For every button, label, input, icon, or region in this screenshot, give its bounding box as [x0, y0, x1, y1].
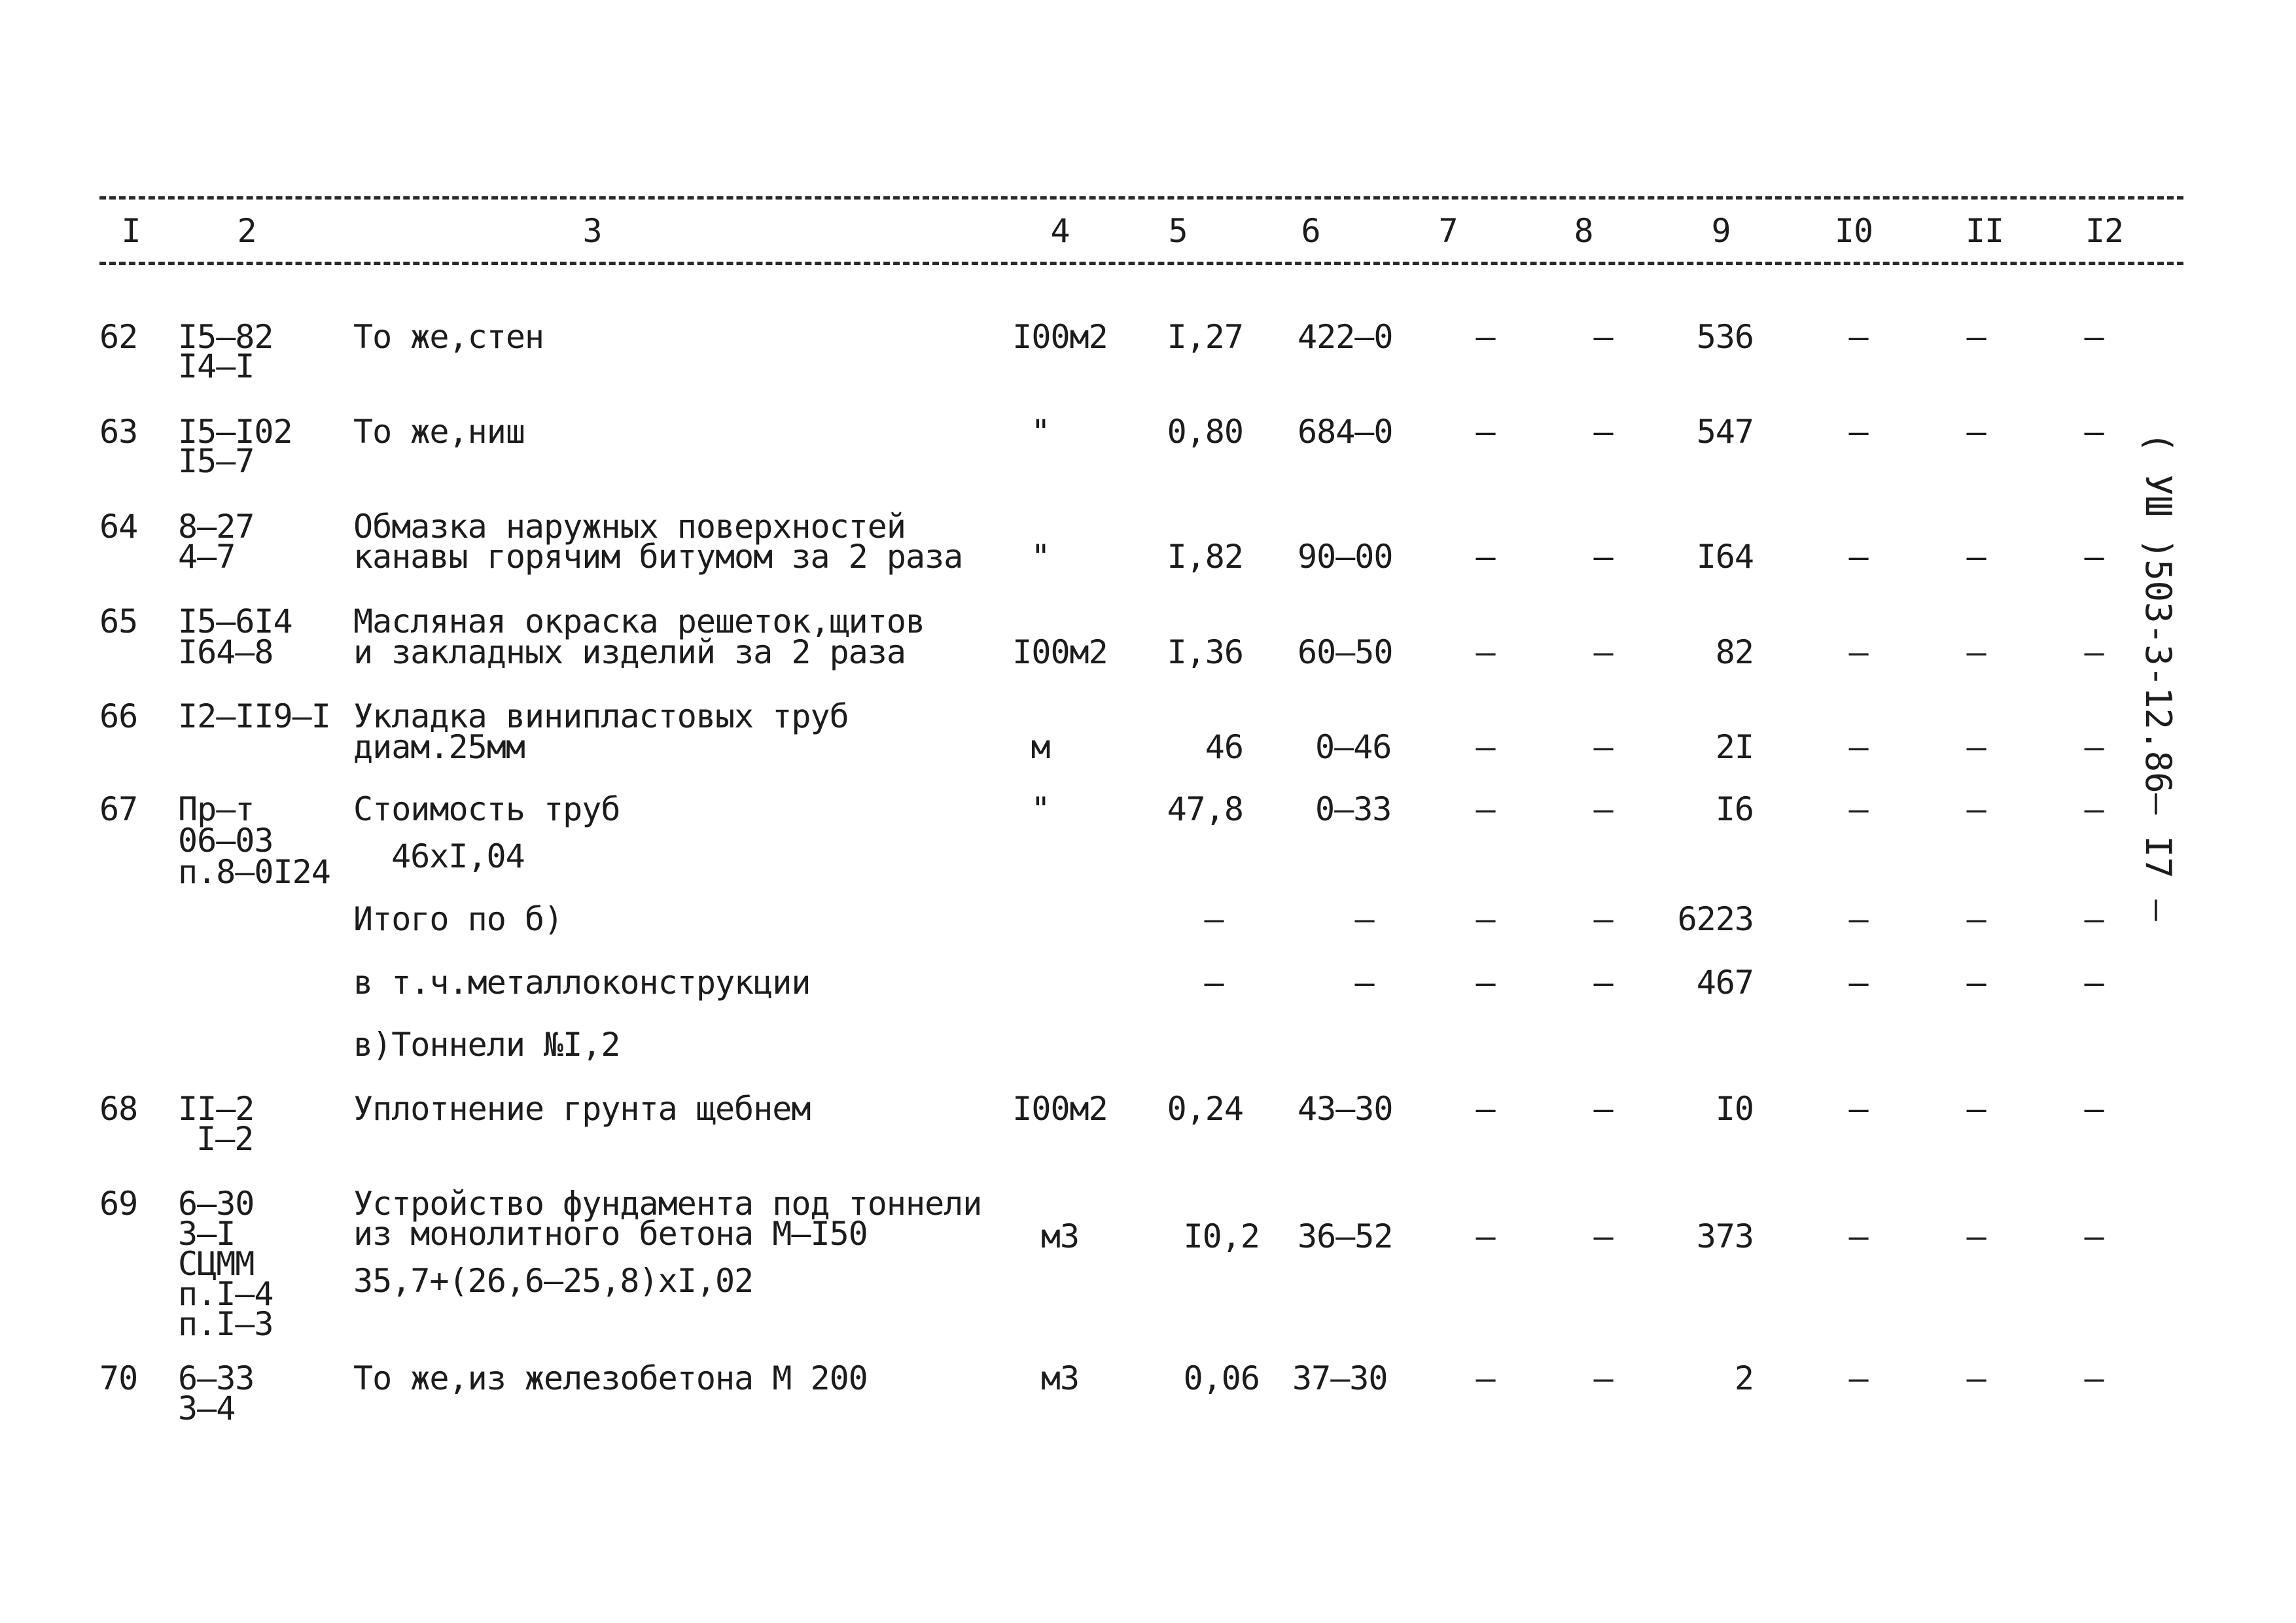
norm-code: п.I–4 — [178, 1275, 274, 1313]
unit-price: 0–46 — [1315, 728, 1392, 766]
work-name: Укладка винипластовых труб — [353, 697, 849, 735]
unit: м3 — [1040, 1217, 1080, 1255]
row-number: 66 — [99, 697, 138, 735]
total-value: 82 — [1715, 633, 1754, 671]
work-name: из монолитного бетона М–I50 — [353, 1215, 868, 1253]
norm-code: п.I–3 — [178, 1305, 274, 1343]
norm-code: 8–27 — [178, 508, 255, 546]
row-number: 65 — [99, 602, 138, 640]
col7-value: – — [1475, 318, 1495, 356]
col12-value: – — [2084, 964, 2104, 1002]
total-value: 373 — [1696, 1217, 1754, 1255]
total-value: 467 — [1696, 964, 1754, 1002]
col-header-12: I2 — [2085, 212, 2124, 250]
col11-value: – — [1966, 538, 1986, 576]
unit-price: 90–00 — [1298, 538, 1393, 576]
col10-value: – — [1848, 1217, 1868, 1255]
col7-value: – — [1475, 413, 1495, 451]
col11-value: – — [1966, 318, 1986, 356]
quantity: 0,80 — [1167, 413, 1243, 451]
work-name: Устройство фундамента под тоннели — [353, 1185, 982, 1223]
total-value: 536 — [1696, 318, 1754, 356]
col12-value: – — [2084, 413, 2104, 451]
subtotal-label: Итого по б) — [353, 900, 563, 938]
header-top-rule — [99, 196, 2183, 200]
total-value: 6223 — [1677, 900, 1754, 938]
calculation-note: 35,7+(26,6–25,8)хI,02 — [353, 1262, 754, 1300]
norm-code: 3–4 — [178, 1389, 236, 1427]
row-number: 62 — [99, 318, 138, 356]
work-name: диам.25мм — [353, 728, 525, 766]
norm-code: I5–I02 — [178, 413, 292, 451]
col7-value: – — [1475, 900, 1495, 938]
col5-value: – — [1204, 964, 1224, 1002]
col-header-8: 8 — [1574, 212, 1593, 250]
col6-value: – — [1354, 900, 1374, 938]
col7-value: – — [1475, 790, 1495, 828]
col11-value: – — [1966, 633, 1986, 671]
quantity: I0,2 — [1183, 1217, 1260, 1255]
col-header-3: 3 — [582, 212, 602, 250]
quantity: 47,8 — [1167, 790, 1243, 828]
work-name: канавы горячим битумом за 2 раза — [353, 538, 963, 576]
total-value: 2I — [1715, 728, 1754, 766]
row-number: 63 — [99, 413, 138, 451]
work-name: Обмазка наружных поверхностей — [353, 508, 906, 546]
unit: м3 — [1040, 1359, 1080, 1397]
col-header-7: 7 — [1438, 212, 1458, 250]
col8-value: – — [1593, 1090, 1613, 1128]
col8-value: – — [1593, 900, 1613, 938]
col11-value: – — [1966, 413, 1986, 451]
col7-value: – — [1475, 964, 1495, 1002]
norm-code: I5–7 — [178, 442, 255, 480]
col12-value: – — [2084, 790, 2104, 828]
col11-value: – — [1966, 1090, 1986, 1128]
work-name: Уплотнение грунта щебнем — [353, 1090, 811, 1128]
unit: I00м2 — [1012, 633, 1108, 671]
col10-value: – — [1848, 728, 1868, 766]
norm-code: СЦММ — [178, 1245, 255, 1283]
col10-value: – — [1848, 633, 1868, 671]
norm-code: Пр–т — [178, 790, 255, 828]
work-name: То же,стен — [353, 318, 544, 356]
col8-value: – — [1593, 633, 1613, 671]
work-name: и закладных изделий за 2 раза — [353, 633, 906, 671]
col12-value: – — [2084, 1090, 2104, 1128]
norm-code: I–2 — [196, 1120, 254, 1158]
col7-value: – — [1475, 1217, 1495, 1255]
col10-value: – — [1848, 964, 1868, 1002]
norm-code: I4–I — [178, 347, 255, 385]
norm-code: I5–6I4 — [178, 602, 292, 640]
col11-value: – — [1966, 1359, 1986, 1397]
row-number: 70 — [99, 1359, 138, 1397]
work-name: То же,ниш — [353, 413, 525, 451]
norm-code: 6–33 — [178, 1359, 255, 1397]
calculation-note: 46хI,04 — [391, 837, 525, 875]
col8-value: – — [1593, 413, 1613, 451]
norm-code: 06–03 — [178, 822, 274, 860]
col12-value: – — [2084, 900, 2104, 938]
col10-value: – — [1848, 900, 1868, 938]
col8-value: – — [1593, 538, 1613, 576]
section-title: в)Тоннели №I,2 — [353, 1026, 620, 1064]
col7-value: – — [1475, 633, 1495, 671]
unit: " — [1031, 538, 1050, 576]
col-header-5: 5 — [1168, 212, 1188, 250]
norm-code: п.8–0I24 — [178, 853, 330, 891]
col-header-2: 2 — [237, 212, 256, 250]
col-header-11: II — [1965, 212, 2004, 250]
col-header-10: I0 — [1834, 212, 1873, 250]
row-number: 67 — [99, 790, 138, 828]
subtotal-label: в т.ч.металлоконструкции — [353, 964, 811, 1002]
col-header-6: 6 — [1301, 212, 1320, 250]
unit-price: 37–30 — [1292, 1359, 1388, 1397]
norm-code: I2–II9–I — [178, 697, 330, 735]
norm-code: II–2 — [178, 1090, 255, 1128]
col8-value: – — [1593, 964, 1613, 1002]
header-bottom-rule — [99, 262, 2183, 265]
col12-value: – — [2084, 633, 2104, 671]
norm-code: I64–8 — [178, 633, 274, 671]
row-number: 64 — [99, 508, 138, 546]
side-page-stamp: ( УШ )503-3-12.86– I7 – — [2138, 432, 2179, 921]
norm-code: 4–7 — [178, 538, 236, 576]
col-header-1: I — [121, 212, 141, 250]
col11-value: – — [1966, 1217, 1986, 1255]
quantity: I,82 — [1167, 538, 1243, 576]
unit: " — [1031, 413, 1050, 451]
col10-value: – — [1848, 790, 1868, 828]
unit-price: 60–50 — [1298, 633, 1393, 671]
unit-price: 43–30 — [1298, 1090, 1393, 1128]
quantity: 0,06 — [1183, 1359, 1260, 1397]
col7-value: – — [1475, 538, 1495, 576]
col11-value: – — [1966, 728, 1986, 766]
total-value: I64 — [1696, 538, 1754, 576]
unit: " — [1031, 790, 1050, 828]
col6-value: – — [1354, 964, 1374, 1002]
row-number: 68 — [99, 1090, 138, 1128]
total-value: I6 — [1715, 790, 1754, 828]
unit-price: 0–33 — [1315, 790, 1392, 828]
quantity: I,27 — [1167, 318, 1243, 356]
col8-value: – — [1593, 318, 1613, 356]
col5-value: – — [1204, 900, 1224, 938]
unit: м — [1031, 728, 1050, 766]
col12-value: – — [2084, 538, 2104, 576]
col8-value: – — [1593, 728, 1613, 766]
col10-value: – — [1848, 413, 1868, 451]
col12-value: – — [2084, 1359, 2104, 1397]
unit: I00м2 — [1012, 318, 1108, 356]
total-value: 547 — [1696, 413, 1754, 451]
col7-value: – — [1475, 728, 1495, 766]
col12-value: – — [2084, 1217, 2104, 1255]
col11-value: – — [1966, 964, 1986, 1002]
total-value: I0 — [1715, 1090, 1754, 1128]
work-name: То же,из железобетона М 200 — [353, 1359, 868, 1397]
row-number: 69 — [99, 1185, 138, 1223]
quantity: 46 — [1205, 728, 1243, 766]
col10-value: – — [1848, 318, 1868, 356]
col8-value: – — [1593, 1217, 1613, 1255]
norm-code: I5–82 — [178, 318, 274, 356]
quantity: 0,24 — [1167, 1090, 1243, 1128]
norm-code: 6–30 — [178, 1185, 255, 1223]
unit-price: 422–0 — [1298, 318, 1393, 356]
unit-price: 684–0 — [1298, 413, 1393, 451]
col-header-4: 4 — [1050, 212, 1070, 250]
work-name: Стоимость труб — [353, 790, 620, 828]
unit-price: 36–52 — [1298, 1217, 1393, 1255]
col10-value: – — [1848, 1090, 1868, 1128]
col12-value: – — [2084, 318, 2104, 356]
col10-value: – — [1848, 538, 1868, 576]
norm-code: 3–I — [178, 1215, 236, 1253]
col7-value: – — [1475, 1090, 1495, 1128]
col8-value: – — [1593, 1359, 1613, 1397]
col8-value: – — [1593, 790, 1613, 828]
quantity: I,36 — [1167, 633, 1243, 671]
col7-value: – — [1475, 1359, 1495, 1397]
col10-value: – — [1848, 1359, 1868, 1397]
total-value: 2 — [1734, 1359, 1754, 1397]
col-header-9: 9 — [1711, 212, 1731, 250]
col11-value: – — [1966, 790, 1986, 828]
col11-value: – — [1966, 900, 1986, 938]
work-name: Масляная окраска решеток,щитов — [353, 602, 925, 640]
col12-value: – — [2084, 728, 2104, 766]
unit: I00м2 — [1012, 1090, 1108, 1128]
